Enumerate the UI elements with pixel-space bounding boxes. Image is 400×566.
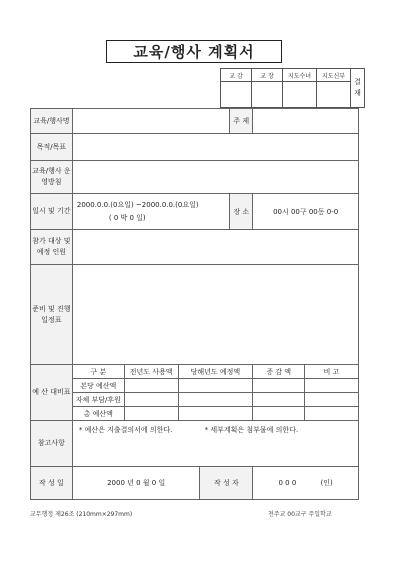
- event-name-field[interactable]: [72, 109, 229, 134]
- budget-header-this-year: 당해년도 예정액: [178, 365, 253, 379]
- budget-cell[interactable]: [305, 379, 359, 393]
- purpose-field[interactable]: [72, 134, 358, 161]
- approval-sign-cell[interactable]: [252, 82, 283, 108]
- budget-cell[interactable]: [178, 379, 253, 393]
- theme-label: 주 제: [230, 109, 253, 134]
- writer-field[interactable]: [253, 467, 359, 500]
- budget-header-prev-year: 전년도 사용액: [124, 365, 178, 379]
- writer-label: 작 성 자: [200, 467, 253, 500]
- notes-field[interactable]: [72, 421, 358, 467]
- footer-form-number: 교무행정 제26조 (210mm×297mm): [30, 511, 133, 518]
- theme-field[interactable]: [253, 109, 359, 134]
- policy-label: 교육/행사 운영방침: [31, 161, 73, 194]
- budget-cell[interactable]: [124, 379, 178, 393]
- duration-value: ( 0 박 0 일): [108, 214, 146, 222]
- approval-sign-cell[interactable]: [317, 82, 351, 108]
- budget-cell[interactable]: [253, 393, 305, 407]
- approval-sign-cell[interactable]: [221, 82, 252, 108]
- participants-label: 참가 대상 및 예정 인원: [31, 230, 73, 265]
- approval-box: [220, 68, 365, 108]
- budget-cell[interactable]: [253, 379, 305, 393]
- policy-field[interactable]: [72, 161, 358, 194]
- note-budget: * 예산은 지출결의서에 의한다.: [78, 426, 173, 434]
- approval-side-label: 결 재: [351, 69, 365, 108]
- approval-header-priest: 지도신부: [317, 69, 351, 82]
- participants-field[interactable]: [72, 230, 358, 265]
- budget-cell[interactable]: [124, 393, 178, 407]
- purpose-label: 목적/목표: [31, 134, 73, 161]
- budget-label: 예 산 대비표: [31, 365, 73, 421]
- notes-label: 참고사항: [31, 421, 73, 467]
- note-attachment: * 세부계획은 첨부물에 의한다.: [204, 426, 299, 434]
- approval-header-vice-principal: 교 감: [221, 69, 252, 82]
- budget-cell[interactable]: [178, 407, 253, 421]
- budget-header-remarks: 비 고: [305, 365, 359, 379]
- budget-cell[interactable]: [305, 393, 359, 407]
- budget-cell[interactable]: [305, 407, 359, 421]
- place-label: 장 소: [230, 194, 253, 230]
- writer-value: 0 0 0: [278, 479, 297, 487]
- budget-row-total: 총 예산액: [72, 407, 124, 421]
- budget-row-parish: 본당 예산액: [72, 379, 124, 393]
- budget-cell[interactable]: [178, 393, 253, 407]
- footer-issuer: 천주교 00교구 주일학교: [268, 511, 332, 518]
- schedule-label: 준비 및 진행 일정표: [31, 265, 73, 365]
- approval-sign-cell[interactable]: [283, 82, 317, 108]
- budget-cell[interactable]: [253, 407, 305, 421]
- approval-header-principal: 교 장: [252, 69, 283, 82]
- written-date-label: 작 성 일: [31, 467, 73, 500]
- datetime-label: 일시 및 기간: [31, 194, 73, 230]
- approval-header-sister: 지도수녀: [283, 69, 317, 82]
- event-name-label: 교육/행사명: [31, 109, 73, 134]
- schedule-field[interactable]: [72, 265, 358, 365]
- datetime-field[interactable]: [72, 194, 229, 230]
- page-title: 교육/행사 계획서: [106, 40, 282, 63]
- place-value[interactable]: 00시 00구 00동 0-0: [253, 194, 359, 230]
- budget-header-change: 증 감 액: [253, 365, 305, 379]
- datetime-value: 2000.0.0.(0요일) ~2000.0.0.(0요일): [76, 201, 199, 209]
- plan-form: [30, 108, 359, 500]
- budget-row-self: 자체 부담/후원: [72, 393, 124, 407]
- budget-header-category: 구 분: [72, 365, 124, 379]
- seal-mark: (인): [320, 479, 333, 487]
- budget-cell[interactable]: [124, 407, 178, 421]
- written-date-value[interactable]: 2000 년 0 월 0 일: [72, 467, 200, 500]
